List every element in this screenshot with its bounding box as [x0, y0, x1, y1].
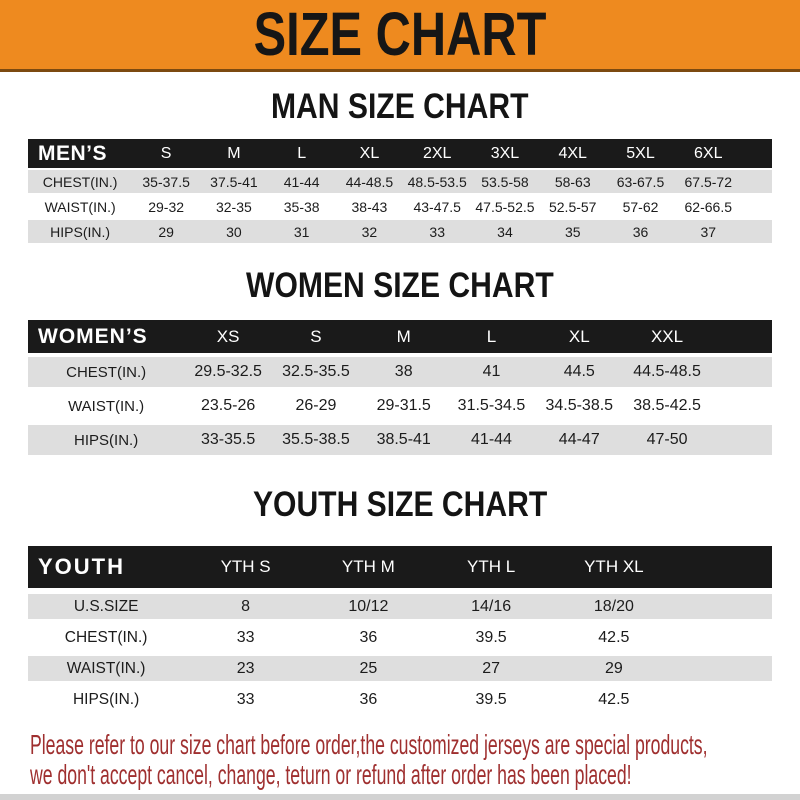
man-cell: 43-47.5	[403, 193, 471, 218]
man-cell: 30	[200, 218, 268, 243]
man-table-row	[28, 193, 772, 218]
youth-cell: 29	[552, 650, 675, 681]
youth-cell: 39.5	[430, 681, 553, 712]
banner-title: SIZE CHART	[253, 0, 547, 68]
man-column-header: 2XL	[403, 139, 471, 168]
youth-row-label: CHEST(IN.)	[28, 619, 184, 650]
man-column-header: 3XL	[471, 139, 539, 168]
man-cell: 63-67.5	[607, 168, 675, 193]
man-section-heading	[0, 89, 800, 125]
youth-cell: 18/20	[552, 588, 675, 619]
sections-container	[0, 89, 800, 712]
women-cell: 38	[360, 353, 448, 387]
women-cell: 26-29	[272, 387, 360, 421]
man-cell: 33	[403, 218, 471, 243]
youth-table-row	[28, 588, 772, 619]
man-row-label: CHEST(IN.)	[28, 168, 132, 193]
youth-cell: 42.5	[552, 619, 675, 650]
youth-cell-filler	[675, 588, 772, 619]
women-cell: 41	[448, 353, 536, 387]
youth-size-table	[28, 546, 772, 712]
man-cell: 31	[268, 218, 336, 243]
man-cell: 62-66.5	[674, 193, 742, 218]
man-cell: 36	[607, 218, 675, 243]
man-row-label: HIPS(IN.)	[28, 218, 132, 243]
section-women	[0, 268, 800, 455]
women-cell-filler	[711, 353, 772, 387]
youth-cell: 8	[184, 588, 307, 619]
man-size-table	[28, 139, 772, 243]
women-row-label: CHEST(IN.)	[28, 353, 184, 387]
youth-table-row	[28, 681, 772, 712]
women-cell: 31.5-34.5	[448, 387, 536, 421]
man-header-filler	[742, 139, 772, 168]
women-table-row	[28, 353, 772, 387]
youth-cell-filler	[675, 619, 772, 650]
man-cell: 29	[132, 218, 200, 243]
youth-cell: 36	[307, 681, 430, 712]
women-cell: 29.5-32.5	[184, 353, 272, 387]
banner	[0, 0, 800, 72]
man-column-header: XL	[336, 139, 404, 168]
youth-heading-text: YOUTH SIZE CHART	[252, 485, 548, 524]
youth-header-filler	[675, 546, 772, 588]
man-cell: 35-37.5	[132, 168, 200, 193]
women-heading-text: WOMEN SIZE CHART	[246, 266, 554, 305]
man-column-header: S	[132, 139, 200, 168]
youth-cell: 27	[430, 650, 553, 681]
women-header-row	[28, 320, 772, 353]
man-row-label: WAIST(IN.)	[28, 193, 132, 218]
women-cell-filler	[711, 387, 772, 421]
women-table-row	[28, 387, 772, 421]
women-cell: 38.5-41	[360, 421, 448, 455]
women-cell: 23.5-26	[184, 387, 272, 421]
man-column-header: 6XL	[674, 139, 742, 168]
man-cell-filler	[742, 168, 772, 193]
women-column-header: L	[448, 320, 536, 353]
man-table-row	[28, 168, 772, 193]
women-column-header: S	[272, 320, 360, 353]
man-column-header: 5XL	[607, 139, 675, 168]
man-heading-text: MAN SIZE CHART	[271, 87, 529, 126]
man-cell: 34	[471, 218, 539, 243]
women-column-header: XXL	[623, 320, 711, 353]
section-man	[0, 89, 800, 243]
women-column-header: XL	[535, 320, 623, 353]
women-table-row	[28, 421, 772, 455]
disclaimer-line-1: Please refer to our size chart before order,the customized jerseys are special products,	[30, 729, 708, 760]
youth-table-row	[28, 619, 772, 650]
man-cell-filler	[742, 193, 772, 218]
man-cell: 29-32	[132, 193, 200, 218]
women-group-label: WOMEN’S	[28, 320, 184, 353]
women-cell: 47-50	[623, 421, 711, 455]
man-cell: 48.5-53.5	[403, 168, 471, 193]
youth-cell-filler	[675, 650, 772, 681]
women-cell-filler	[711, 421, 772, 455]
youth-header-row	[28, 546, 772, 588]
youth-cell: 36	[307, 619, 430, 650]
women-cell: 29-31.5	[360, 387, 448, 421]
women-header-filler	[711, 320, 772, 353]
youth-cell: 33	[184, 681, 307, 712]
youth-cell-filler	[675, 681, 772, 712]
man-cell: 47.5-52.5	[471, 193, 539, 218]
man-column-header: 4XL	[539, 139, 607, 168]
women-section-heading	[0, 268, 800, 304]
man-cell: 67.5-72	[674, 168, 742, 193]
man-cell: 58-63	[539, 168, 607, 193]
women-cell: 44-47	[535, 421, 623, 455]
women-cell: 38.5-42.5	[623, 387, 711, 421]
man-cell: 32	[336, 218, 404, 243]
man-cell-filler	[742, 218, 772, 243]
women-cell: 44.5-48.5	[623, 353, 711, 387]
section-youth	[0, 487, 800, 712]
youth-row-label: U.S.SIZE	[28, 588, 184, 619]
women-cell: 32.5-35.5	[272, 353, 360, 387]
man-cell: 57-62	[607, 193, 675, 218]
women-row-label: HIPS(IN.)	[28, 421, 184, 455]
youth-row-label: WAIST(IN.)	[28, 650, 184, 681]
youth-cell: 33	[184, 619, 307, 650]
man-cell: 52.5-57	[539, 193, 607, 218]
youth-column-header: YTH XL	[552, 546, 675, 588]
women-column-header: M	[360, 320, 448, 353]
women-cell: 44.5	[535, 353, 623, 387]
disclaimer	[0, 730, 800, 790]
disclaimer-line-2: we don't accept cancel, change, teturn or refund after order has been placed!	[30, 759, 632, 790]
youth-column-header: YTH S	[184, 546, 307, 588]
man-cell: 35-38	[268, 193, 336, 218]
youth-cell: 10/12	[307, 588, 430, 619]
youth-cell: 14/16	[430, 588, 553, 619]
man-cell: 37.5-41	[200, 168, 268, 193]
man-group-label: MEN’S	[28, 139, 132, 168]
youth-cell: 39.5	[430, 619, 553, 650]
youth-table-row	[28, 650, 772, 681]
women-cell: 34.5-38.5	[535, 387, 623, 421]
man-cell: 44-48.5	[336, 168, 404, 193]
man-cell: 38-43	[336, 193, 404, 218]
youth-column-header: YTH M	[307, 546, 430, 588]
youth-row-label: HIPS(IN.)	[28, 681, 184, 712]
women-cell: 33-35.5	[184, 421, 272, 455]
man-column-header: L	[268, 139, 336, 168]
youth-cell: 23	[184, 650, 307, 681]
youth-cell: 25	[307, 650, 430, 681]
man-cell: 32-35	[200, 193, 268, 218]
man-cell: 35	[539, 218, 607, 243]
youth-cell: 42.5	[552, 681, 675, 712]
man-cell: 41-44	[268, 168, 336, 193]
man-column-header: M	[200, 139, 268, 168]
youth-section-heading	[0, 487, 800, 523]
man-cell: 53.5-58	[471, 168, 539, 193]
man-table-row	[28, 218, 772, 243]
bottom-strip	[0, 794, 800, 800]
youth-column-header: YTH L	[430, 546, 553, 588]
women-column-header: XS	[184, 320, 272, 353]
man-header-row	[28, 139, 772, 168]
man-cell: 37	[674, 218, 742, 243]
women-cell: 41-44	[448, 421, 536, 455]
women-size-table	[28, 320, 772, 455]
women-row-label: WAIST(IN.)	[28, 387, 184, 421]
women-cell: 35.5-38.5	[272, 421, 360, 455]
youth-group-label: YOUTH	[28, 546, 184, 588]
